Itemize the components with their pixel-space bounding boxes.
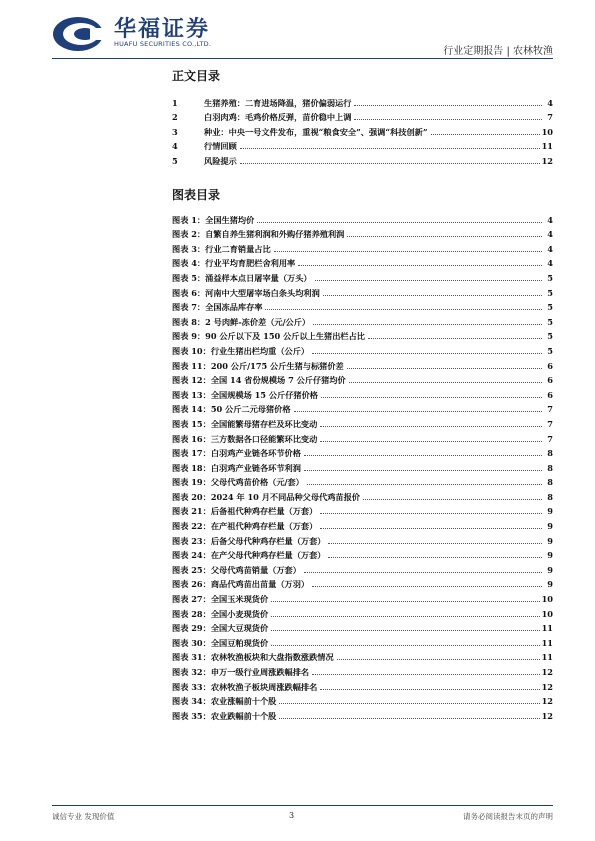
section-number: 2 [172, 112, 178, 122]
figure-title: 自繁自养生猪利润和外购仔猪养殖利润 [205, 229, 345, 240]
leader-dots [431, 134, 540, 135]
figure-title: 全国 14 省份规模场 7 公斤仔猪均价 [210, 375, 346, 386]
figure-toc-entry[interactable] [172, 240, 553, 255]
figure-toc [172, 211, 553, 722]
leader-dots [240, 163, 540, 164]
figure-number: 图表 35： [172, 710, 211, 721]
figure-title: 申万一级行业周涨跌幅排名 [210, 667, 310, 677]
page-ref: 10 [541, 594, 553, 605]
figure-number: 图表 29： [172, 623, 211, 634]
leader-dots [271, 630, 539, 631]
page-ref: 5 [547, 287, 553, 298]
page-ref: 5 [547, 331, 553, 342]
figure-toc-entry[interactable] [172, 474, 553, 489]
page-ref: 9 [547, 579, 553, 590]
figure-title: 后备父母代种鸡存栏量（万套） [210, 535, 326, 546]
report-type: 行业定期报告 | 农林牧渔 [443, 46, 553, 57]
page-ref: 6 [547, 375, 553, 386]
figure-number: 图表 31： [172, 652, 211, 663]
section-title: 白羽肉鸡：毛鸡价格反弹，苗价稳中上调 [204, 112, 352, 122]
figure-toc-entry[interactable] [172, 649, 553, 664]
page-ref: 8 [547, 477, 553, 488]
figure-title: 2 号肉鲜-冻价差（元/公斤） [205, 316, 311, 327]
page-ref: 8 [547, 448, 553, 459]
figure-toc-entry[interactable] [172, 459, 553, 474]
figure-toc-entry[interactable] [172, 620, 553, 635]
figure-title: 全国豆粕现货价 [210, 637, 269, 648]
leader-dots [328, 543, 542, 544]
figure-number: 图表 27： [172, 594, 211, 605]
figure-number: 图表 13： [172, 389, 211, 400]
figure-number: 图表 14： [172, 404, 211, 415]
figure-toc-entry[interactable] [172, 488, 553, 503]
figure-title: 2024 年 10 月不同品种父母代鸡苗报价 [210, 491, 360, 502]
leader-dots [304, 455, 542, 456]
leader-dots [304, 470, 542, 471]
figure-number: 图表 2： [172, 229, 206, 240]
leader-dots [294, 411, 542, 412]
figure-toc-entry[interactable] [172, 342, 553, 357]
leader-dots [347, 368, 542, 369]
logo-english-name: HUAFU SECURITIES CO.,LTD. [114, 40, 212, 48]
figure-number: 图表 34： [172, 696, 211, 707]
page-ref: 9 [547, 506, 553, 517]
page-ref: 5 [547, 272, 553, 283]
page-ref: 7 [547, 418, 553, 429]
leader-dots [279, 703, 539, 704]
page-ref: 12 [541, 696, 553, 707]
leader-dots [271, 645, 539, 646]
page-ref: 11 [541, 623, 553, 634]
figure-title: 农林牧渔子板块周涨跌幅排名 [210, 681, 318, 692]
page-ref: 4 [547, 97, 553, 108]
page-ref: 12 [541, 710, 553, 721]
leader-dots [312, 586, 542, 587]
leader-dots [328, 557, 542, 558]
toc-entry[interactable] [172, 109, 553, 124]
page-ref: 10 [541, 608, 553, 619]
header-divider [52, 58, 553, 59]
figure-number: 图表 17： [172, 448, 211, 459]
main-toc [172, 94, 553, 167]
figure-toc-entry[interactable] [172, 299, 553, 314]
page-ref: 7 [547, 112, 553, 122]
section-number: 5 [172, 155, 178, 166]
section-number: 4 [172, 141, 178, 151]
toc-entry[interactable] [172, 138, 553, 153]
figure-number: 图表 19： [172, 477, 211, 488]
leader-dots [347, 236, 542, 237]
figure-number: 图表 33： [172, 681, 211, 692]
page-ref: 4 [547, 258, 553, 269]
leader-dots [271, 601, 539, 602]
main-toc-title: 正文目录 [172, 69, 221, 83]
figure-title: 商品代鸡苗出苗量（万羽） [210, 579, 310, 590]
figure-title: 父母代鸡苗销量（万套） [210, 564, 301, 575]
figure-toc-entry[interactable] [172, 663, 553, 678]
figure-title: 白羽鸡产业链各环节价格 [210, 448, 301, 459]
figure-toc-entry[interactable] [172, 255, 553, 270]
figure-number: 图表 16： [172, 433, 211, 444]
leader-dots [337, 659, 540, 660]
leader-dots [321, 397, 542, 398]
figure-toc-entry[interactable] [172, 313, 553, 328]
section-number: 1 [172, 97, 178, 108]
page-ref: 7 [547, 404, 553, 415]
figure-toc-entry[interactable] [172, 445, 553, 460]
section-number: 3 [172, 126, 178, 137]
figure-number: 图表 12： [172, 375, 211, 386]
leader-dots [313, 324, 542, 325]
figure-title: 农业跌幅前十个股 [210, 710, 277, 721]
logo-chinese-name: 华福证券 [114, 16, 211, 42]
figure-toc-entry[interactable] [172, 590, 553, 605]
figure-number: 图表 32： [172, 667, 211, 677]
figure-number: 图表 25： [172, 564, 211, 575]
figure-number: 图表 1： [172, 214, 206, 225]
page-ref: 4 [547, 243, 553, 254]
leader-dots [354, 119, 542, 120]
leader-dots [349, 382, 542, 383]
figure-title: 90 公斤以下及 150 公斤以上生猪出栏占比 [205, 331, 365, 342]
page-ref: 12 [541, 681, 553, 692]
section-title: 种业：中央一号文件发布，重视“粮食安全”、强调“科技创新” [204, 126, 428, 137]
leader-dots [271, 616, 539, 617]
figure-title: 父母代鸡苗价格（元/套） [210, 477, 304, 488]
leader-dots [315, 280, 542, 281]
figure-number: 图表 28： [172, 608, 211, 619]
page-ref: 9 [547, 521, 553, 532]
page-ref: 5 [547, 316, 553, 327]
figure-toc-entry[interactable] [172, 532, 553, 547]
figure-title: 在产祖代种鸡存栏量（万套） [210, 521, 318, 532]
figure-toc-entry[interactable] [172, 678, 553, 693]
figure-title: 50 公斤二元母猪价格 [210, 404, 291, 415]
section-title: 行情回顾 [204, 141, 237, 151]
figure-number: 图表 30： [172, 637, 211, 648]
figure-toc-entry[interactable] [172, 357, 553, 372]
section-title: 风险提示 [204, 155, 237, 166]
figure-title: 行业平均育肥栏舍利用率 [205, 258, 296, 269]
leader-dots [320, 441, 542, 442]
figure-toc-entry[interactable] [172, 284, 553, 299]
figure-number: 图表 6： [172, 287, 206, 298]
page-ref: 8 [547, 491, 553, 502]
figure-number: 图表 26： [172, 579, 211, 590]
figure-title: 在产父母代种鸡存栏量（万套） [210, 550, 326, 561]
toc-entry[interactable] [172, 152, 553, 167]
leader-dots [320, 528, 542, 529]
leader-dots [265, 309, 542, 310]
figure-toc-entry[interactable] [172, 576, 553, 591]
figure-number: 图表 5： [172, 272, 206, 283]
leader-dots [307, 484, 542, 485]
figure-title: 全国玉米现货价 [210, 594, 269, 605]
figure-toc-entry[interactable] [172, 634, 553, 649]
figure-number: 图表 18： [172, 462, 211, 473]
figure-title: 白羽鸡产业链各环节利润 [210, 462, 301, 473]
figure-title: 农林牧渔板块和大盘指数涨跌情况 [210, 652, 334, 663]
page-ref: 12 [541, 667, 553, 677]
leader-dots [368, 338, 542, 339]
figure-title: 河南中大型屠宰场白条头均利润 [205, 287, 320, 298]
figure-toc-entry[interactable] [172, 430, 553, 445]
figure-number: 图表 4： [172, 258, 206, 269]
figure-number: 图表 10： [172, 345, 211, 356]
figure-title: 行业二育销量占比 [205, 243, 271, 254]
leader-dots [323, 295, 542, 296]
page-ref: 11 [541, 141, 553, 151]
page-ref: 5 [547, 345, 553, 356]
figure-title: 三方数据各口径能繁环比变动 [210, 433, 318, 444]
figure-title: 全国大豆现货价 [210, 623, 269, 634]
figure-toc-entry[interactable] [172, 211, 553, 226]
page-ref: 6 [547, 389, 553, 400]
figure-toc-entry[interactable] [172, 386, 553, 401]
figure-number: 图表 9： [172, 331, 206, 342]
figure-toc-entry[interactable] [172, 547, 553, 562]
page-ref: 11 [541, 637, 553, 648]
leader-dots [312, 674, 540, 675]
toc-entry[interactable] [172, 123, 553, 138]
page-ref: 6 [547, 360, 553, 371]
figure-title: 全国能繁母猪存栏及环比变动 [210, 418, 318, 429]
page-ref: 10 [541, 126, 553, 137]
page-number: 3 [289, 811, 295, 820]
figure-title: 涌益样本点日屠宰量（万头） [205, 272, 312, 283]
company-logo [52, 12, 232, 56]
figure-title: 全国生猪均价 [205, 214, 255, 225]
figure-title: 行业生猪出栏均重（公斤） [210, 345, 310, 356]
leader-dots [320, 513, 542, 514]
figure-toc-entry[interactable] [172, 401, 553, 416]
page-ref: 7 [547, 433, 553, 444]
figure-number: 图表 3： [172, 243, 206, 254]
page-ref: 11 [541, 652, 553, 663]
page-ref: 9 [547, 535, 553, 546]
footer-divider [52, 805, 553, 806]
leader-dots [279, 718, 539, 719]
figure-number: 图表 21： [172, 506, 211, 517]
leader-dots [298, 265, 542, 266]
page-ref: 9 [547, 564, 553, 575]
figure-title: 农业涨幅前十个股 [210, 696, 277, 707]
figure-number: 图表 23： [172, 535, 211, 546]
figure-toc-entry[interactable] [172, 503, 553, 518]
figure-title: 后备祖代种鸡存栏量（万套） [210, 506, 318, 517]
figure-number: 图表 8： [172, 316, 206, 327]
figure-title: 全国规模场 15 公斤仔猪价格 [210, 389, 318, 400]
leader-dots [304, 572, 542, 573]
figure-title: 全国小麦现货价 [210, 608, 269, 619]
page-ref: 5 [547, 302, 553, 313]
figure-number: 图表 20： [172, 491, 211, 502]
leader-dots [240, 148, 540, 149]
figure-toc-entry[interactable] [172, 415, 553, 430]
leader-dots [312, 353, 542, 354]
figure-number: 图表 15： [172, 418, 211, 429]
leader-dots [257, 222, 542, 223]
figure-toc-entry[interactable] [172, 226, 553, 241]
toc-entry[interactable] [172, 94, 553, 109]
leader-dots [363, 499, 542, 500]
figure-toc-entry[interactable] [172, 605, 553, 620]
figure-toc-entry[interactable] [172, 517, 553, 532]
huafu-logo-icon [52, 14, 108, 54]
figure-toc-entry[interactable] [172, 561, 553, 576]
figure-toc-entry[interactable] [172, 693, 553, 708]
page-ref: 9 [547, 550, 553, 561]
page-ref: 4 [547, 229, 553, 240]
figure-toc-entry[interactable] [172, 269, 553, 284]
figure-number: 图表 22： [172, 521, 211, 532]
leader-dots [320, 689, 539, 690]
figure-toc-entry[interactable] [172, 328, 553, 343]
footer-slogan: 诚信专业 发现价值 [52, 812, 115, 821]
figure-toc-entry[interactable] [172, 372, 553, 387]
figure-number: 图表 11： [172, 360, 211, 371]
figure-title: 全国冻品库存率 [205, 302, 263, 313]
leader-dots [354, 105, 542, 106]
page-ref: 8 [547, 462, 553, 473]
page-ref: 4 [547, 214, 553, 225]
figure-title: 200 公斤/175 公斤生猪与标猪价差 [210, 360, 344, 371]
leader-dots [320, 426, 542, 427]
page-ref: 12 [541, 155, 553, 166]
figure-number: 图表 7： [172, 302, 206, 313]
figure-toc-entry[interactable] [172, 707, 553, 722]
figure-toc-title: 图表目录 [172, 188, 221, 202]
figure-number: 图表 24： [172, 550, 211, 561]
section-title: 生猪养殖：二育进场降温，猪价偏弱运行 [204, 97, 352, 108]
footer-disclaimer: 请务必阅读报告末页的声明 [463, 812, 553, 821]
leader-dots [274, 251, 542, 252]
